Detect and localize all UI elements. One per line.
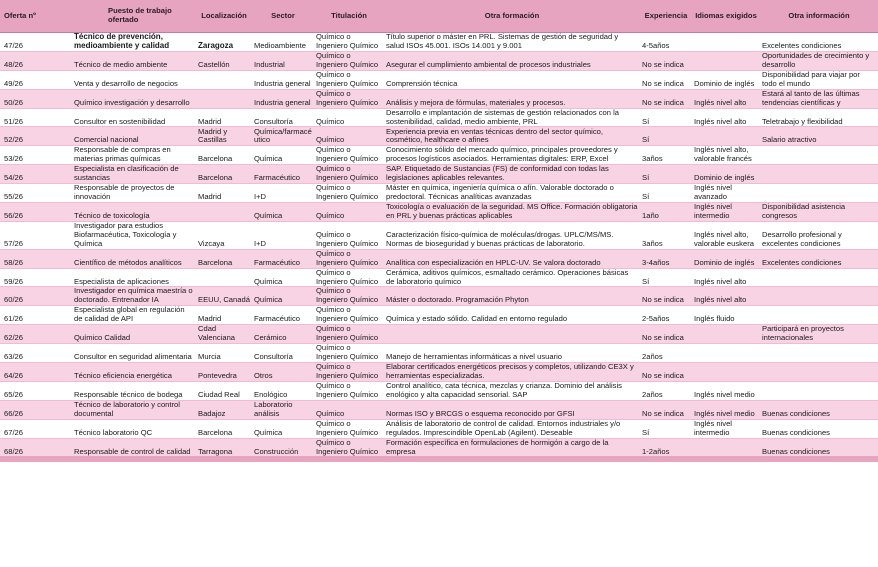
cell-experiencia: No se indica [640,362,692,381]
cell-oferta: 49/26 [0,70,40,89]
cell-sector: Laboratorio análisis [252,400,314,419]
cell-sector: Industria general [252,89,314,108]
table-row [0,325,878,344]
cell-titulacion: Químico o Ingeniero Químico [314,325,384,344]
cell-experiencia: 3años [640,146,692,165]
cell-idiomas [692,362,760,381]
cell-puesto: Responsable técnico de bodega [40,381,196,400]
cell-otra-formacion: Experiencia previa en ventas técnicas dentro del sector químico, cosmético, healthcare o afines [384,127,640,146]
cell-titulacion: Químico [314,203,384,222]
cell-puesto: Técnico de toxicología [40,203,196,222]
cell-titulacion: Químico [314,108,384,127]
cell-puesto: Responsable de proyectos de innovación [40,184,196,203]
cell-otra-info: Estará al tanto de las últimas tendencias científicas y [760,89,878,108]
cell-titulacion: Químico o Ingeniero Químico [314,221,384,249]
cell-puesto: Venta y desarrollo de negocios [40,70,196,89]
cell-otra-info: Excelentes condiciones [760,33,878,52]
cell-sector: Cerámico [252,325,314,344]
cell-localizacion [196,268,252,287]
cell-sector: Otros [252,362,314,381]
cell-otra-formacion: Análisis de laboratorio de control de calidad. Entornos industriales y/o regulados. Imprescindible OpenLab (Agilent). Deseable [384,419,640,438]
header-experiencia: Experiencia [640,0,692,33]
cell-titulacion: Químico o Ingeniero Químico [314,306,384,325]
cell-puesto: Consultor en seguridad alimentaria [40,344,196,363]
cell-idiomas: Inglés nivel intermedio [692,203,760,222]
cell-puesto: Científico de métodos analíticos [40,249,196,268]
cell-titulacion: Químico [314,127,384,146]
cell-localizacion: Badajoz [196,400,252,419]
cell-localizacion [196,70,252,89]
cell-titulacion: Químico o Ingeniero Químico [314,381,384,400]
cell-localizacion: Tarragona [196,438,252,456]
cell-sector: Farmacéutico [252,165,314,184]
cell-localizacion [196,89,252,108]
cell-titulacion: Químico o Ingeniero Químico [314,184,384,203]
cell-otra-formacion: Asegurar el cumplimiento ambiental de procesos industriales [384,51,640,70]
cell-experiencia: 1-2años [640,438,692,456]
cell-oferta: 65/26 [0,381,40,400]
cell-sector: Farmacéutico [252,306,314,325]
cell-otra-info: Salario atractivo [760,127,878,146]
cell-idiomas: Dominio de inglés [692,70,760,89]
cell-idiomas: Inglés fluido [692,306,760,325]
cell-localizacion: Murcia [196,344,252,363]
header-row [0,0,878,33]
cell-puesto: Técnico eficiencia energética [40,362,196,381]
cell-experiencia: Sí [640,268,692,287]
cell-otra-formacion: SAP. Etiquetado de Sustancias (FS) de conformidad con todas las legislaciones aplicables relevantes. [384,165,640,184]
cell-localizacion: Pontevedra [196,362,252,381]
cell-puesto: Químico Calidad [40,325,196,344]
cell-otra-info [760,362,878,381]
cell-otra-formacion: Manejo de herramientas informáticas a nivel usuario [384,344,640,363]
cell-puesto: Investigador en química maestría o doctorado. Entrenador IA [40,287,196,306]
cell-localizacion: Barcelona [196,249,252,268]
cell-idiomas: Inglés nivel alto [692,108,760,127]
cell-experiencia: 4-5años [640,33,692,52]
cell-puesto: Técnico de prevención, medioambiente y calidad [40,33,196,52]
cell-otra-info: Buenas condiciones [760,438,878,456]
cell-oferta: 64/26 [0,362,40,381]
cell-idiomas: Inglés nivel medio [692,381,760,400]
cell-otra-formacion: Desarrollo e implantación de sistemas de gestión relacionados con la sostenibilidad, calidad, medio ambiente, PRL [384,108,640,127]
cell-idiomas [692,344,760,363]
cell-titulacion: Químico o Ingeniero Químico [314,89,384,108]
table-row [0,33,878,52]
cell-idiomas [692,51,760,70]
cell-sector: Química [252,146,314,165]
cell-sector: Consultoría [252,344,314,363]
cell-localizacion: Madrid [196,306,252,325]
cell-oferta: 54/26 [0,165,40,184]
cell-idiomas [692,325,760,344]
cell-oferta: 48/26 [0,51,40,70]
cell-oferta: 56/26 [0,203,40,222]
table-row [0,268,878,287]
cell-experiencia: No se indica [640,287,692,306]
cell-sector: Química [252,287,314,306]
cell-oferta: 62/26 [0,325,40,344]
cell-idiomas: Inglés nivel alto [692,287,760,306]
cell-idiomas: Dominio de inglés [692,165,760,184]
cell-oferta: 67/26 [0,419,40,438]
cell-otra-info [760,287,878,306]
cell-otra-info: Disponibilidad asistencia congresos [760,203,878,222]
cell-idiomas [692,438,760,456]
cell-otra-info [760,165,878,184]
header-puesto: Puesto de trabajo ofertado [40,0,196,33]
cell-puesto: Consultor en sostenibilidad [40,108,196,127]
cell-localizacion: Cdad Valenciana [196,325,252,344]
cell-otra-formacion: Análisis y mejora de fórmulas, materiales y procesos. [384,89,640,108]
cell-idiomas: Inglés nivel alto, valorable euskera [692,221,760,249]
cell-otra-info: Disponibilidad para viajar por todo el mundo [760,70,878,89]
table-row [0,70,878,89]
cell-oferta: 66/26 [0,400,40,419]
cell-experiencia: 3-4años [640,249,692,268]
cell-idiomas [692,33,760,52]
cell-otra-formacion: Analítica con especialización en HPLC-UV. Se valora doctorado [384,249,640,268]
cell-otra-info: Excelentes condiciones [760,249,878,268]
cell-experiencia: 1año [640,203,692,222]
cell-titulacion: Químico o Ingeniero Químico [314,70,384,89]
cell-experiencia: 2-5años [640,306,692,325]
cell-oferta: 68/26 [0,438,40,456]
cell-localizacion: Barcelona [196,419,252,438]
cell-otra-formacion: Título superior o máster en PRL. Sistemas de gestión de seguridad y salud ISOs 45.001. ISOs 14.001 y 9.001 [384,33,640,52]
cell-otra-formacion: Elaborar certificados energéticos precisos y completos, utilizando CE3X y herramientas especializadas. [384,362,640,381]
cell-otra-info: Desarrollo profesional y excelentes condiciones [760,221,878,249]
cell-sector: I+D [252,184,314,203]
cell-sector: I+D [252,221,314,249]
cell-oferta: 59/26 [0,268,40,287]
cell-otra-info [760,381,878,400]
cell-otra-info: Teletrabajo y flexibilidad [760,108,878,127]
cell-sector: Farmacéutico [252,249,314,268]
table-row [0,89,878,108]
table-row [0,249,878,268]
table-row [0,400,878,419]
cell-experiencia: No se indica [640,70,692,89]
cell-sector: Química [252,203,314,222]
cell-sector: Química [252,268,314,287]
cell-sector: Enológico [252,381,314,400]
cell-titulacion: Químico o Ingeniero Químico [314,362,384,381]
cell-titulacion: Químico o Ingeniero Químico [314,249,384,268]
cell-experiencia: Sí [640,165,692,184]
cell-oferta: 58/26 [0,249,40,268]
table-row [0,362,878,381]
cell-experiencia: 3años [640,221,692,249]
cell-otra-info: Oportunidades de crecimiento y desarrollo [760,51,878,70]
table-row [0,108,878,127]
table-row [0,221,878,249]
cell-localizacion: Madrid [196,108,252,127]
cell-localizacion: Madrid [196,184,252,203]
bottom-band [0,456,878,462]
cell-idiomas: Inglés nivel medio [692,400,760,419]
cell-otra-formacion: Máster en química, ingeniería química o afín. Valorable doctorado o predoctoral. Técnicas analíticas avanzadas [384,184,640,203]
cell-otra-formacion: Conocimiento sólido del mercado químico, principales proveedores y procesos logísticos asociados. Herramientas digitales: ERP, Excel [384,146,640,165]
cell-sector: Medioambiente [252,33,314,52]
table-row [0,203,878,222]
cell-titulacion: Químico o Ingeniero Químico [314,33,384,52]
table-row [0,381,878,400]
cell-otra-info: Buenas condiciones [760,419,878,438]
cell-sector: Industria general [252,70,314,89]
header-titulacion: Titulación [314,0,384,33]
cell-titulacion: Químico o Ingeniero Químico [314,287,384,306]
cell-otra-formacion: Control analítico, cata técnica, mezclas y crianza. Dominio del análisis enológico y alta capacidad sensorial. SAP [384,381,640,400]
table-row [0,51,878,70]
cell-titulacion: Químico o Ingeniero Químico [314,165,384,184]
cell-idiomas: Inglés nivel avanzado [692,184,760,203]
cell-oferta: 47/26 [0,33,40,52]
cell-otra-info [760,268,878,287]
cell-oferta: 53/26 [0,146,40,165]
cell-localizacion: Ciudad Real [196,381,252,400]
cell-puesto: Químico investigación y desarrollo [40,89,196,108]
cell-otra-formacion: Formación específica en formulaciones de hormigón a cargo de la empresa [384,438,640,456]
cell-puesto: Responsable de compras en materias primas químicas [40,146,196,165]
cell-otra-info [760,184,878,203]
cell-experiencia: Sí [640,419,692,438]
cell-localizacion: EEUU, Canadá [196,287,252,306]
cell-puesto: Especialista global en regulación de calidad de API [40,306,196,325]
cell-localizacion [196,203,252,222]
table-row [0,287,878,306]
cell-otra-info [760,344,878,363]
header-sector: Sector [252,0,314,33]
table-row [0,438,878,456]
cell-sector: Química [252,419,314,438]
cell-oferta: 50/26 [0,89,40,108]
cell-puesto: Responsable de control de calidad [40,438,196,456]
cell-otra-formacion: Cerámica, aditivos químicos, esmaltado cerámico. Operaciones básicas de laboratorio químico [384,268,640,287]
cell-oferta: 52/26 [0,127,40,146]
cell-sector: Química/farmacéutico [252,127,314,146]
cell-oferta: 63/26 [0,344,40,363]
cell-localizacion: Vizcaya [196,221,252,249]
cell-localizacion: Madrid y Castillas [196,127,252,146]
table-row [0,344,878,363]
cell-sector: Consultoría [252,108,314,127]
cell-experiencia: Sí [640,184,692,203]
header-oferta: Oferta nº [0,0,40,33]
cell-otra-formacion: Máster o doctorado. Programación Phyton [384,287,640,306]
cell-oferta: 51/26 [0,108,40,127]
cell-puesto: Técnico de medio ambiente [40,51,196,70]
cell-oferta: 57/26 [0,221,40,249]
cell-idiomas: Dominio de inglés [692,249,760,268]
cell-otra-info [760,306,878,325]
cell-oferta: 61/26 [0,306,40,325]
cell-experiencia: No se indica [640,51,692,70]
cell-puesto: Técnico laboratorio QC [40,419,196,438]
cell-experiencia: Sí [640,127,692,146]
cell-experiencia: 2años [640,381,692,400]
header-otra-formacion: Otra formación [384,0,640,33]
cell-otra-info: Buenas condiciones [760,400,878,419]
header-idiomas: Idiomas exigidos [692,0,760,33]
cell-sector: Construcción [252,438,314,456]
cell-titulacion: Químico o Ingeniero Químico [314,268,384,287]
cell-puesto: Comercial nacional [40,127,196,146]
cell-titulacion: Químico o Ingeniero Químico [314,51,384,70]
cell-titulacion: Químico o Ingeniero Químico [314,146,384,165]
cell-experiencia: No se indica [640,400,692,419]
cell-localizacion: Barcelona [196,165,252,184]
header-otra-info: Otra información [760,0,878,33]
table-row [0,146,878,165]
cell-idiomas: Inglés nivel intermedio [692,419,760,438]
cell-idiomas: Inglés nivel alto, valorable francés [692,146,760,165]
table-row [0,127,878,146]
table-row [0,419,878,438]
cell-idiomas: Inglés nivel alto [692,89,760,108]
cell-puesto: Especialista de aplicaciones [40,268,196,287]
cell-localizacion: Castellón [196,51,252,70]
cell-titulacion: Químico [314,400,384,419]
cell-puesto: Investigador para estudios Biofarmacéutica, Toxicología y Química [40,221,196,249]
cell-otra-formacion: Química y estado sólido. Calidad en entorno regulado [384,306,640,325]
cell-otra-formacion [384,325,640,344]
cell-titulacion: Químico o Ingeniero Químico [314,344,384,363]
cell-experiencia: 2años [640,344,692,363]
cell-localizacion: Barcelona [196,146,252,165]
cell-experiencia: No se indica [640,325,692,344]
cell-otra-formacion: Normas ISO y BRCGS o esquema reconocido por GFSI [384,400,640,419]
header-localizacion: Localización [196,0,252,33]
cell-experiencia: No se indica [640,89,692,108]
cell-puesto: Técnico de laboratorio y control documental [40,400,196,419]
cell-puesto: Especialista en clasificación de sustancias [40,165,196,184]
cell-oferta: 60/26 [0,287,40,306]
cell-sector: Industrial [252,51,314,70]
cell-oferta: 55/26 [0,184,40,203]
cell-otra-formacion: Toxicología o evaluación de la seguridad. MS Office. Formación obligatoria en PRL y buenas prácticas aplicables [384,203,640,222]
cell-otra-info [760,146,878,165]
cell-idiomas [692,127,760,146]
table-row [0,165,878,184]
cell-titulacion: Químico o Ingeniero Químico [314,438,384,456]
cell-otra-formacion: Caracterización físico-química de moléculas/drogas. UPLC/MS/MS. Normas de bioseguridad y buenas prácticas de laboratorio. [384,221,640,249]
cell-idiomas: Inglés nivel alto [692,268,760,287]
table-row [0,306,878,325]
cell-otra-formacion: Comprensión técnica [384,70,640,89]
cell-titulacion: Químico o Ingeniero Químico [314,419,384,438]
cell-experiencia: Sí [640,108,692,127]
table-row [0,184,878,203]
cell-otra-info: Participará en proyectos internacionales [760,325,878,344]
cell-localizacion: Zaragoza [196,33,252,52]
